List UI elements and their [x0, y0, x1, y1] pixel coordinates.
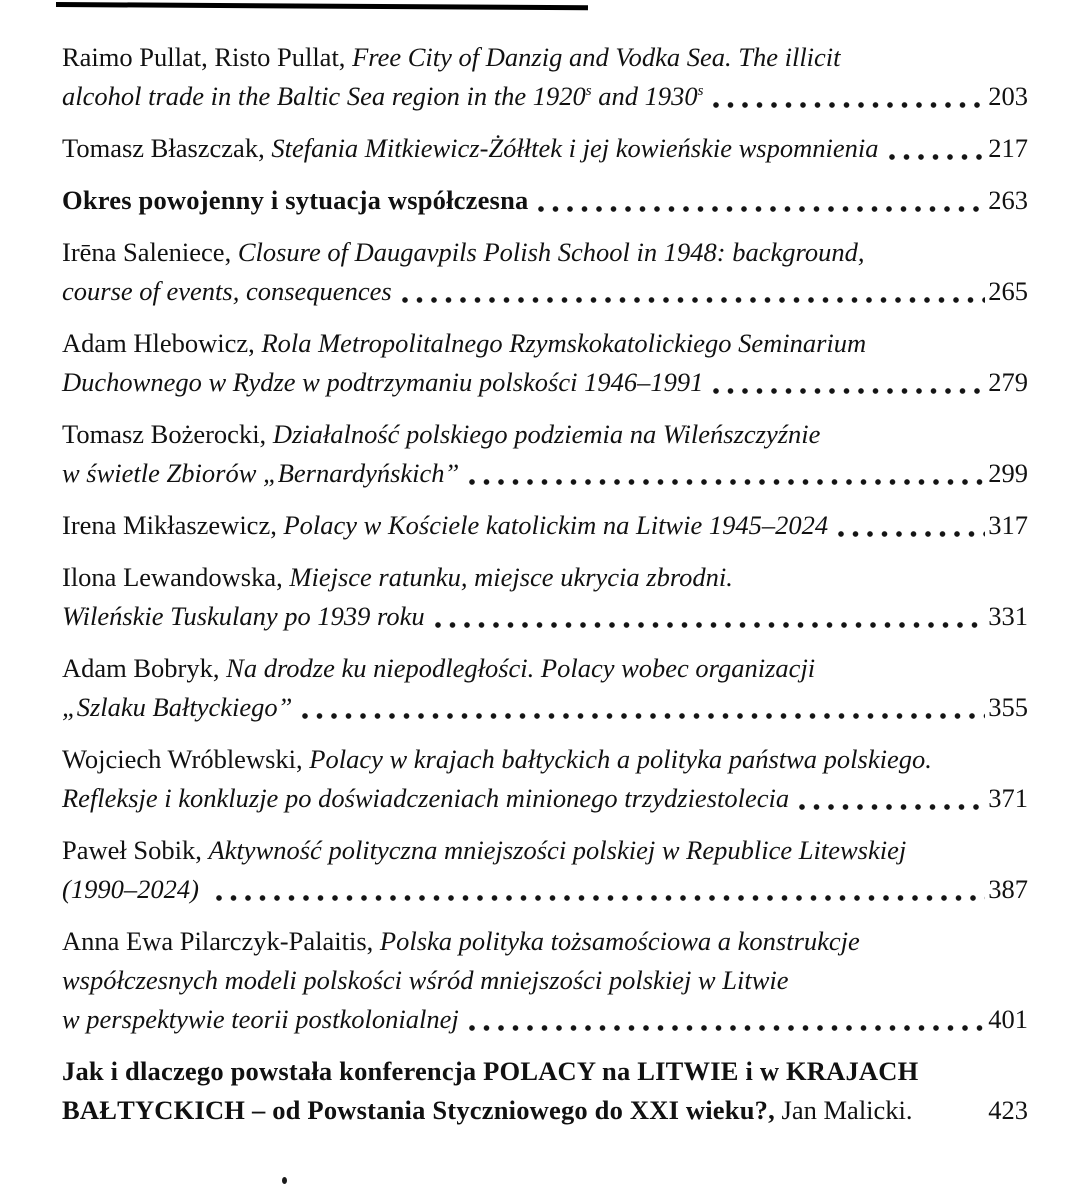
- toc-text-italic: współczesnych modeli polskości wśród mniejszości polskiej w Litwie: [62, 965, 789, 995]
- spacer: [919, 1091, 986, 1130]
- page-number: 299: [988, 458, 1028, 488]
- toc-text-italic: Polacy w Kościele katolickim na Litwie 1945–2024: [283, 510, 829, 540]
- toc-entry: [62, 38, 1028, 116]
- dot-leader: [709, 363, 985, 402]
- toc-text-italic: Miejsce ratunku, miejsce ukrycia zbrodni.: [289, 562, 733, 592]
- toc-text-roman: Paweł Sobik,: [62, 835, 209, 865]
- toc-text-italic: Rola Metropolitalnego Rzymskokatolickiego Seminarium: [261, 328, 867, 358]
- toc-text-roman: Adam Bobryk,: [62, 653, 227, 683]
- toc-line: [62, 1091, 1028, 1130]
- page-number: 355: [988, 692, 1028, 722]
- dot-leader: [212, 870, 986, 909]
- page-number: 423: [988, 1095, 1028, 1125]
- toc-text-italic: and 1930: [591, 81, 698, 111]
- toc-text-bold: BAŁTYCKICH – od Powstania Styczniowego do XXI wieku?,: [62, 1095, 775, 1125]
- toc-text-italic: w perspektywie teorii postkolonialnej: [62, 1004, 459, 1034]
- toc-text-italic: Free City of Danzig and Vodka Sea. The illicit: [352, 42, 841, 72]
- toc-text-italic: Polacy w krajach bałtyckich a polityka państwa polskiego.: [309, 744, 932, 774]
- toc-line: [62, 272, 1028, 311]
- toc-line: [62, 77, 1028, 116]
- toc-line: [62, 558, 1028, 597]
- toc-entry: [62, 181, 1028, 220]
- toc-entry: [62, 831, 1028, 909]
- page-number: 279: [988, 367, 1028, 397]
- toc-text-roman: Irena Mikłaszewicz,: [62, 510, 284, 540]
- toc-text-italic: alcohol trade in the Baltic Sea region in the 1920: [62, 81, 586, 111]
- top-rule: [56, 2, 588, 10]
- toc-list: [62, 38, 1028, 1143]
- dot-leader: [431, 597, 986, 636]
- toc-entry: [62, 740, 1028, 818]
- dot-leader: [534, 181, 985, 220]
- toc-line: [62, 740, 1028, 779]
- dot-leader: [709, 77, 985, 116]
- toc-entry: [62, 324, 1028, 402]
- dot-leader: [298, 688, 985, 727]
- page-number: 331: [988, 601, 1028, 631]
- toc-text-italic: Wileńskie Tuskulany po 1939 roku: [62, 601, 425, 631]
- toc-line: [62, 688, 1028, 727]
- toc-line: [62, 779, 1028, 818]
- toc-line: [62, 129, 1028, 168]
- toc-text-italic: Na drodze ku niepodległości. Polacy wobec organizacji: [226, 653, 816, 683]
- page-number: 387: [988, 874, 1028, 904]
- toc-text-italic: Duchownego w Rydze w podtrzymaniu polskości 1946–1991: [62, 367, 704, 397]
- toc-text-italic: Aktywność polityczna mniejszości polskiej w Republice Litewskiej: [208, 835, 907, 865]
- page-number: 317: [988, 510, 1028, 540]
- page-number: 263: [988, 185, 1028, 215]
- toc-line: [62, 181, 1028, 220]
- toc-text-bold: Okres powojenny i sytuacja współczesna: [62, 185, 529, 215]
- toc-text-roman: Ilona Lewandowska,: [62, 562, 290, 592]
- toc-entry: [62, 558, 1028, 636]
- toc-text-italic: Stefania Mitkiewicz-Żółłtek i jej kowieńskie wspomnienia: [271, 133, 879, 163]
- toc-text-italic: course of events, consequences: [62, 276, 392, 306]
- toc-entry: [62, 649, 1028, 727]
- dot-leader: [834, 506, 985, 545]
- toc-text-roman: Anna Ewa Pilarczyk-Palaitis,: [62, 926, 380, 956]
- toc-text-roman: Tomasz Błaszczak,: [62, 133, 272, 163]
- toc-text-bold: Jak i dlaczego powstała konferencja POLACY na LITWIE i w KRAJACH: [62, 1056, 919, 1086]
- toc-text-sup: s: [697, 83, 704, 99]
- toc-line: [62, 961, 1028, 1000]
- toc-line: [62, 38, 1028, 77]
- toc-text-italic: Refleksje i konkluzje po doświadczeniach minionego trzydziestolecia: [62, 783, 790, 813]
- page-number: 203: [988, 81, 1028, 111]
- page-number: 265: [988, 276, 1028, 306]
- toc-entry: [62, 506, 1028, 545]
- toc-entry: [62, 922, 1028, 1039]
- page-number: 401: [988, 1004, 1028, 1034]
- toc-line: [62, 506, 1028, 545]
- toc-entry: [62, 129, 1028, 168]
- toc-line: [62, 324, 1028, 363]
- toc-text-roman: Tomasz Bożerocki,: [62, 419, 273, 449]
- dot-leader: [398, 272, 986, 311]
- toc-text-roman: Jan Malicki.: [774, 1095, 913, 1125]
- toc-text-italic: Polska polityka tożsamościowa a konstrukcje: [379, 926, 860, 956]
- toc-line: [62, 649, 1028, 688]
- dot-leader: [885, 129, 986, 168]
- toc-line: [62, 922, 1028, 961]
- scan-artifact-dot: [282, 1177, 287, 1184]
- toc-text-roman: Raimo Pullat, Risto Pullat,: [62, 42, 353, 72]
- toc-text-italic: w świetle Zbiorów „Bernardyńskich”: [62, 458, 460, 488]
- toc-entry: [62, 233, 1028, 311]
- toc-text-roman: Wojciech Wróblewski,: [62, 744, 310, 774]
- toc-line: [62, 1052, 1028, 1091]
- toc-line: [62, 233, 1028, 272]
- toc-line: [62, 831, 1028, 870]
- toc-line: [62, 415, 1028, 454]
- toc-line: [62, 363, 1028, 402]
- toc-text-italic: Closure of Daugavpils Polish School in 1948: background,: [237, 237, 865, 267]
- toc-text-italic: (1990–2024): [62, 874, 206, 904]
- toc-line: [62, 870, 1028, 909]
- toc-line: [62, 1000, 1028, 1039]
- dot-leader: [795, 779, 985, 818]
- dot-leader: [465, 1000, 986, 1039]
- page-number: 371: [988, 783, 1028, 813]
- toc-entry: [62, 415, 1028, 493]
- toc-line: [62, 454, 1028, 493]
- toc-entry: [62, 1052, 1028, 1130]
- toc-text-italic: „Szlaku Bałtyckiego”: [62, 692, 293, 722]
- toc-text-roman: Adam Hlebowicz,: [62, 328, 262, 358]
- page-number: 217: [988, 133, 1028, 163]
- dot-leader: [465, 454, 985, 493]
- toc-line: [62, 597, 1028, 636]
- toc-text-sup: s: [585, 83, 592, 99]
- toc-text-roman: Irēna Saleniece,: [62, 237, 238, 267]
- toc-text-italic: Działalność polskiego podziemia na Wileńszczyźnie: [272, 419, 821, 449]
